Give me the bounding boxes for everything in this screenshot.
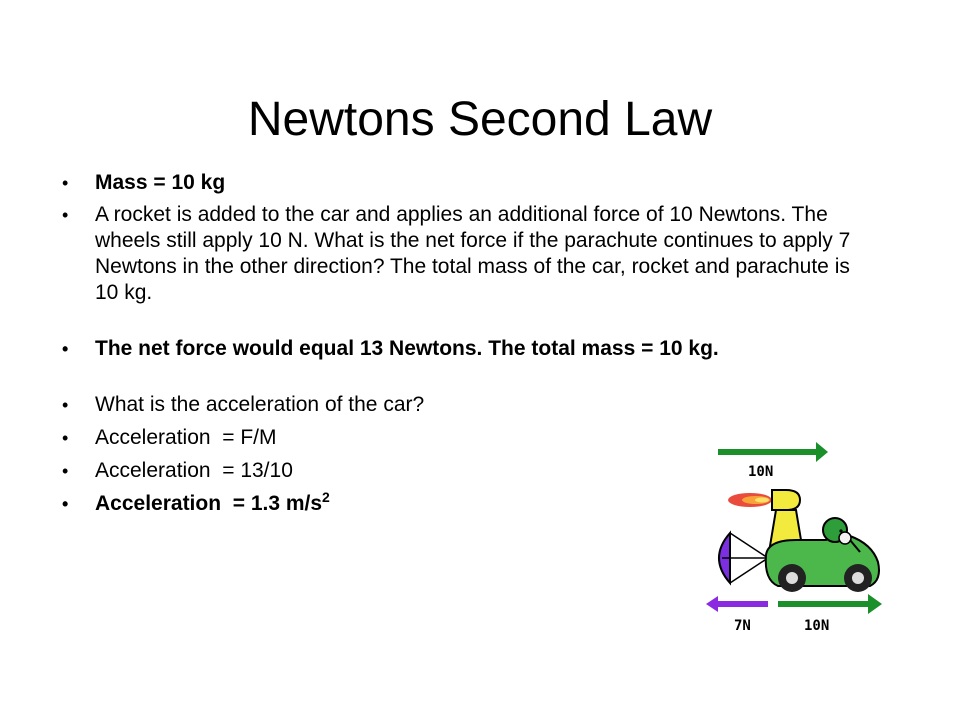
bullet-dot-icon: • — [62, 173, 69, 193]
rocket-flame-icon — [728, 493, 772, 507]
bullet-text: Acceleration = 1.3 m/s — [95, 492, 323, 515]
left-force-label: 7N — [734, 618, 751, 634]
right-force-arrow — [778, 594, 882, 614]
car-force-diagram — [700, 440, 890, 640]
top-force-arrow — [718, 442, 828, 462]
bullet-text: A rocket is added to the car and applies an additional force of 10 Newtons. The wheels still apply 10 N. What is the net force if the parachute continues to apply 7 Newtons in the other direction? The total mass of the car, rocket and parachute is 10 kg. — [95, 203, 851, 304]
slide-title: Newtons Second Law — [247, 93, 713, 147]
bullet-dot-icon: • — [62, 395, 69, 415]
bullet-dot-icon: • — [62, 494, 69, 514]
bullet-text: Acceleration = F/M — [95, 426, 277, 449]
bullet-text: Mass = 10 kg — [95, 171, 226, 194]
left-force-arrow — [706, 596, 768, 612]
bullet-text: Acceleration = 13/10 — [95, 459, 293, 482]
top-force-label: 10N — [748, 464, 774, 480]
parachute-icon — [719, 533, 768, 583]
bullet-dot-icon: • — [62, 205, 69, 225]
bullet-net-force — [60, 336, 860, 362]
bullet-dot-icon: • — [62, 461, 69, 481]
bullet-dot-icon: • — [62, 339, 69, 359]
right-force-label: 10N — [804, 618, 830, 634]
superscript: 2 — [322, 489, 330, 505]
bullet-text: The net force would equal 13 Newtons. The total mass = 10 kg. — [95, 337, 719, 360]
bullet-text: What is the acceleration of the car? — [95, 393, 425, 416]
bullet-question — [60, 202, 860, 306]
bullet-mass — [60, 170, 860, 196]
car-illustration — [700, 440, 890, 640]
bullet-dot-icon: • — [62, 428, 69, 448]
bullet-acceleration-question — [60, 392, 860, 418]
